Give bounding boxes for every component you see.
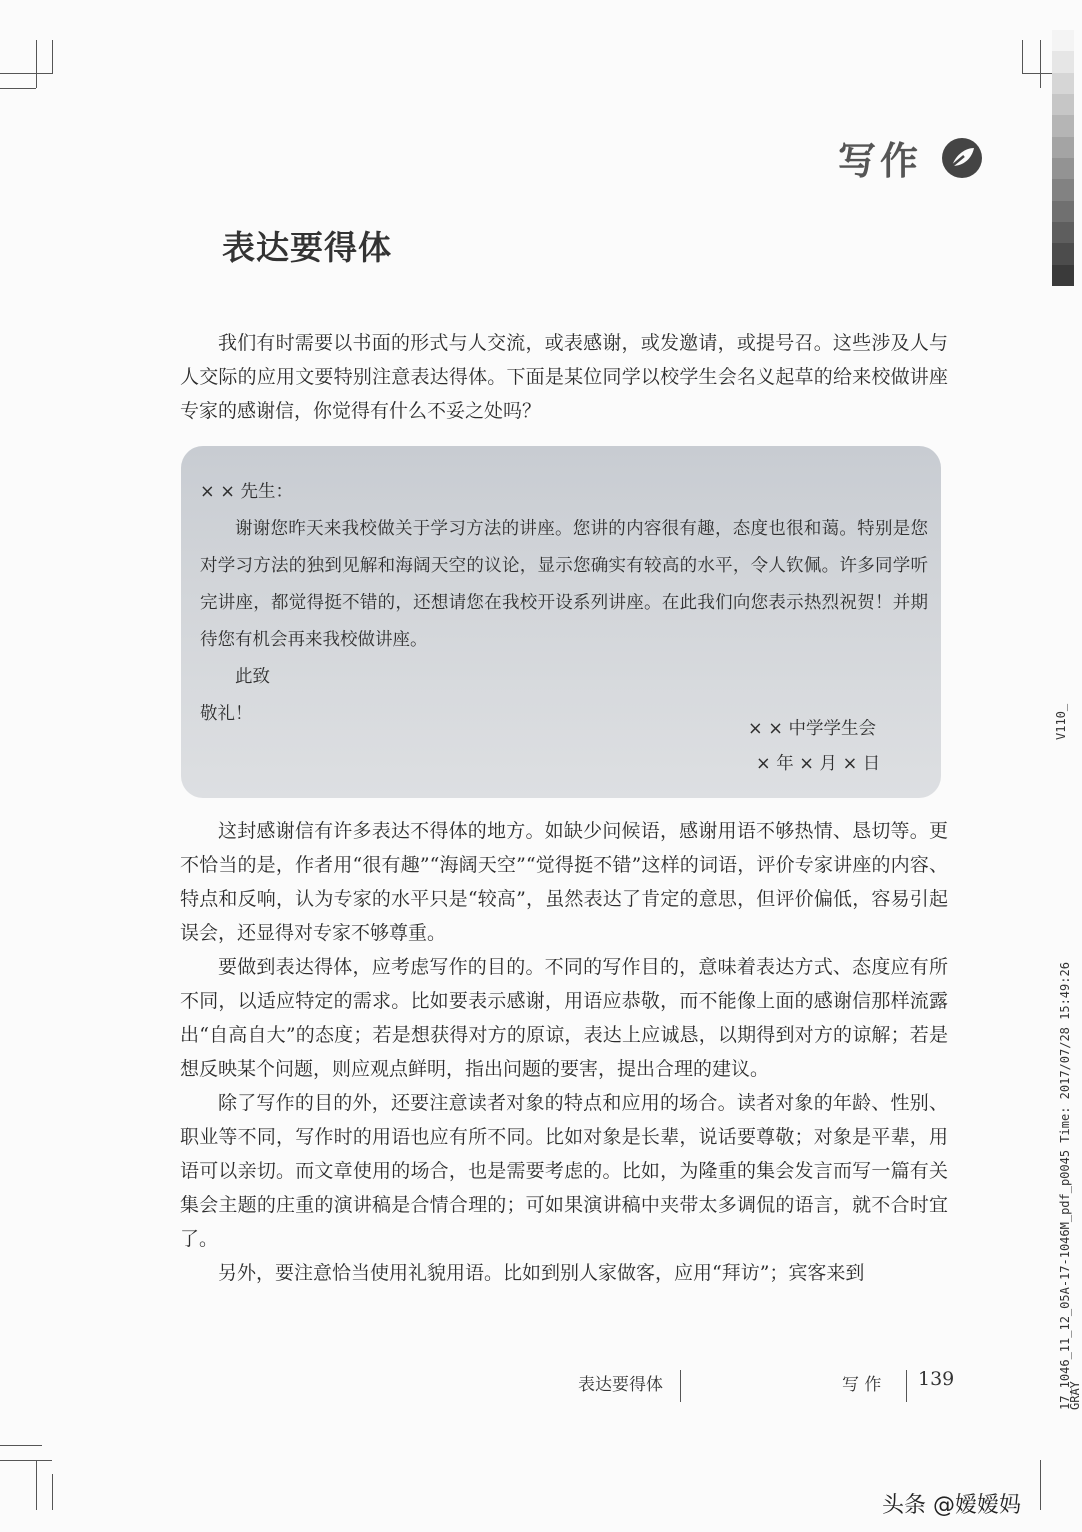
crop-mark [0,1445,42,1446]
pen-leaf-icon [940,136,984,180]
grayscale-strip [1052,30,1074,286]
footer-divider [906,1370,907,1402]
letter-salutation: × × 先生： [200,482,293,502]
crop-mark [1022,40,1023,74]
crop-mark [52,1474,53,1510]
margin-version-code: V110_ [1054,703,1068,740]
watermark-text: 头条 @嫒嫒妈 [882,1493,1021,1518]
intro-paragraph [180,326,948,428]
section-header [838,130,984,185]
paragraph: 要做到表达得体，应考虑写作的目的。不同的写作目的，意味着表达方式、态度应有所不同，以适应特定的需求。比如要表示感谢，用语应恭敬，而不能像上面的感谢信那样流露出“自高自大”的态度；若是想获得对方的原谅，表达上应诚恳，以期得到对方的谅解；若是想反映某个问题，则应观点鲜明，指出问题的要害，提出合理的建议。 [180,956,948,1080]
crop-mark [0,88,36,89]
intro-text: 我们有时需要以书面的形式与人交流，或表感谢，或发邀请，或提号召。这些涉及人与人交际的应用文要特别注意表达得体。下面是某位同学以校学生会名义起草的给来校做讲座专家的感谢信，你觉得有什么不妥之处吗？ [180,332,948,422]
body-text [180,814,948,1290]
crop-mark [52,40,53,74]
margin-file-code: 17_1046_11_12_05A-17-1046M_pdf_p0045 Time: 2017/07/28 15:49:26 [1058,962,1072,1410]
letter-body: 谢谢您昨天来我校做关于学习方法的讲座。您讲的内容很有趣，态度也很和蔼。特别是您对学习方法的独到见解和海阔天空的议论，显示您确实有较高的水平，令人钦佩。许多同学听完讲座，都觉得挺不错的，还想请您在我校开设系列讲座。在此我们向您表示热烈祝贺！并期待您有机会再来我校做讲座。 [200,519,928,650]
crop-mark [36,40,37,88]
crop-mark [1040,1460,1041,1510]
paragraph: 另外，要注意恰当使用礼貌用语。比如到别人家做客，应用“拜访”；宾客来到 [218,1262,865,1284]
margin-gray-code: GRAY [1068,1381,1082,1410]
footer-section: 写 作 [842,1375,882,1395]
section-label: 写作 [838,138,923,183]
letter-signature: × × 中学学生会 [748,719,876,739]
paragraph: 除了写作的目的外，还要注意读者对象的特点和应用的场合。读者对象的年龄、性别、职业等不同，写作时的用语也应有所不同。比如对象是长辈，说话要尊敬；对象是平辈，用语可以亲切。而文章使用的场合，也是需要考虑的。比如，为隆重的集会发言而写一篇有关集会主题的庄重的演讲稿是合情合理的；可如果演讲稿中夹带太多调侃的语言，就不合时宜了。 [180,1092,948,1250]
page-number: 139 [918,1368,955,1390]
letter-closing-2: 敬礼！ [200,704,253,724]
thank-you-letter [200,474,928,774]
footer-divider [680,1370,681,1402]
letter-closing-1: 此致 [235,667,270,687]
crop-mark [1022,73,1052,74]
crop-mark [36,1460,37,1510]
letter-date: × 年 × 月 × 日 [756,754,881,774]
crop-mark [1040,40,1041,88]
crop-mark [0,73,52,74]
paragraph: 这封感谢信有许多表达不得体的地方。如缺少问候语，感谢用语不够热情、恳切等。更不恰当的是，作者用“很有趣”“海阔天空”“觉得挺不错”这样的词语，评价专家讲座的内容、特点和反响，认为专家的水平只是“较高”，虽然表达了肯定的意思，但评价偏低，容易引起误会，还显得对专家不够尊重。 [180,820,948,944]
lesson-title: 表达要得体 [222,228,392,267]
footer-chapter: 表达要得体 [578,1375,663,1395]
crop-mark [0,1460,52,1461]
